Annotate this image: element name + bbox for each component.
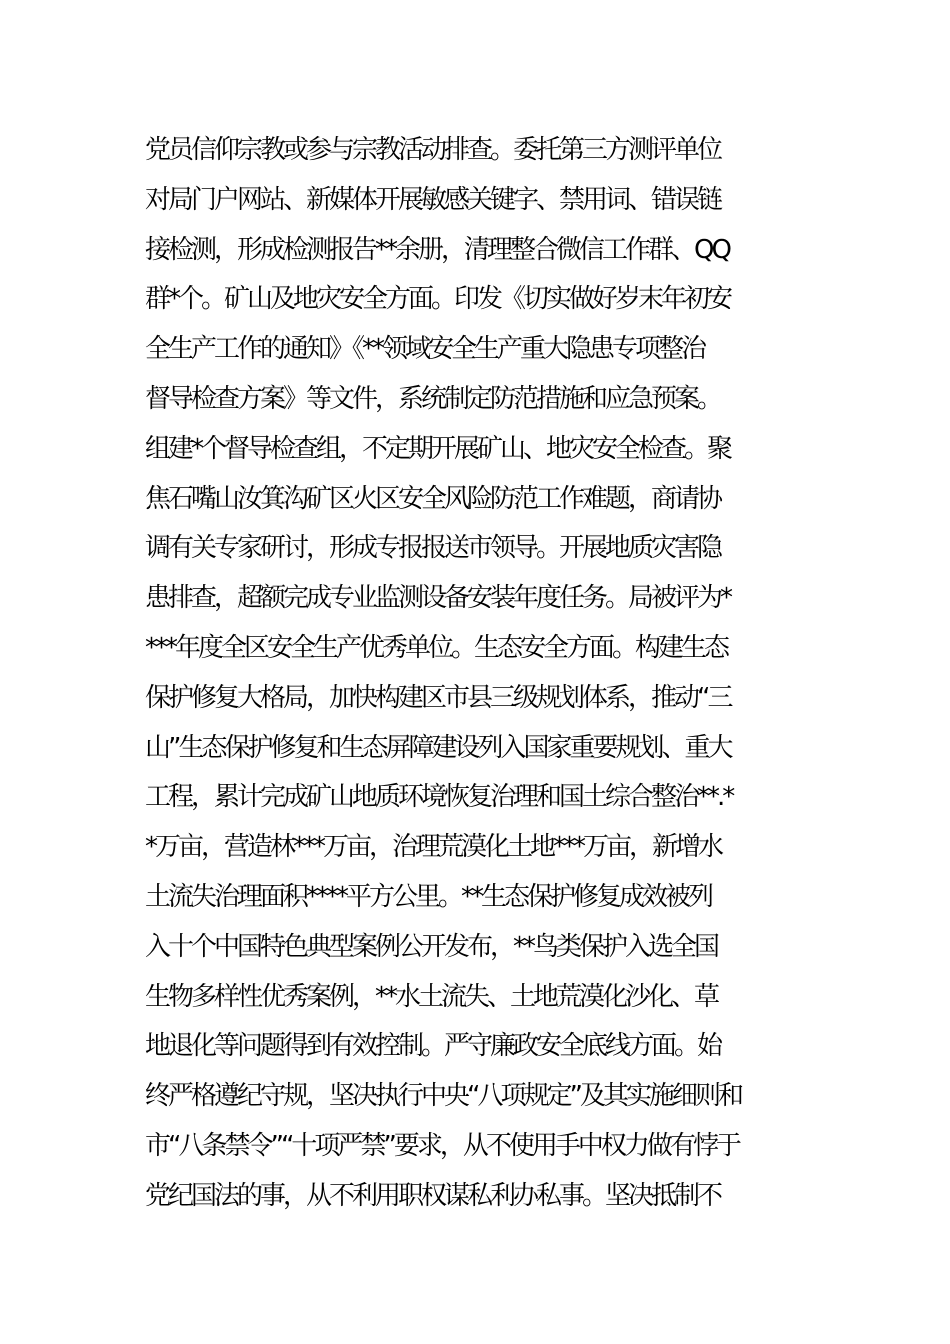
- text-line: 保护修复大格局，加快构建区市县三级规划体系，推动“三: [145, 682, 731, 713]
- text-line: 入十个中国特色典型案例公开发布，**鸟类保护入选全国: [145, 931, 718, 962]
- text-line: 市“八条禁令”“十项严禁”要求，从不使用手中权力做有悖于: [145, 1130, 739, 1161]
- text-line: 患排查，超额完成专业监测设备安装年度任务。局被评为*: [145, 583, 731, 614]
- text-line: 山”生态保护修复和生态屏障建设列入国家重要规划、重大: [145, 732, 731, 763]
- text-line: 终严格遵纪守规，坚决执行中央“八项规定”及其实施细则和: [145, 1081, 741, 1112]
- text-line: ***年度全区安全生产优秀单位。生态安全方面。构建生态: [145, 632, 728, 663]
- text-line: 接检测，形成检测报告**余册，清理整合微信工作群、QQ: [145, 234, 729, 265]
- text-line: 对局门户网站、新媒体开展敏感关键字、禁用词、错误链: [145, 184, 721, 215]
- text-line: 全生产工作的通知》《**领域安全生产重大隐患专项整治: [145, 334, 705, 365]
- text-line: 土流失治理面积****平方公里。**生态保护修复成效被列: [145, 881, 712, 912]
- text-line: 督导检查方案》等文件，系统制定防范措施和应急预案。: [145, 383, 721, 414]
- text-line: 组建*个督导检查组，不定期开展矿山、地灾安全检查。聚: [145, 433, 731, 464]
- text-line: 群*个。矿山及地灾安全方面。印发《切实做好岁末年初安: [145, 284, 731, 315]
- text-line: 地退化等问题得到有效控制。严守廉政安全底线方面。始: [145, 1031, 721, 1062]
- text-line: 党纪国法的事，从不利用职权谋私利办私事。坚决抵制不: [145, 1180, 721, 1211]
- text-line: 焦石嘴山汝箕沟矿区火区安全风险防范工作难题，商请协: [145, 483, 721, 514]
- text-line: *万亩，营造林***万亩，治理荒漠化土地***万亩，新增水: [145, 832, 722, 863]
- text-line: 调有关专家研讨，形成专报报送市领导。开展地质灾害隐: [145, 533, 721, 564]
- body-text: [145, 126, 815, 1222]
- text-line: 工程，累计完成矿山地质环境恢复治理和国土综合整治**.*: [145, 782, 733, 813]
- text-line: 生物多样性优秀案例，**水土流失、土地荒漠化沙化、草: [145, 981, 718, 1012]
- text-line: 党员信仰宗教或参与宗教活动排查。委托第三方测评单位: [145, 135, 721, 165]
